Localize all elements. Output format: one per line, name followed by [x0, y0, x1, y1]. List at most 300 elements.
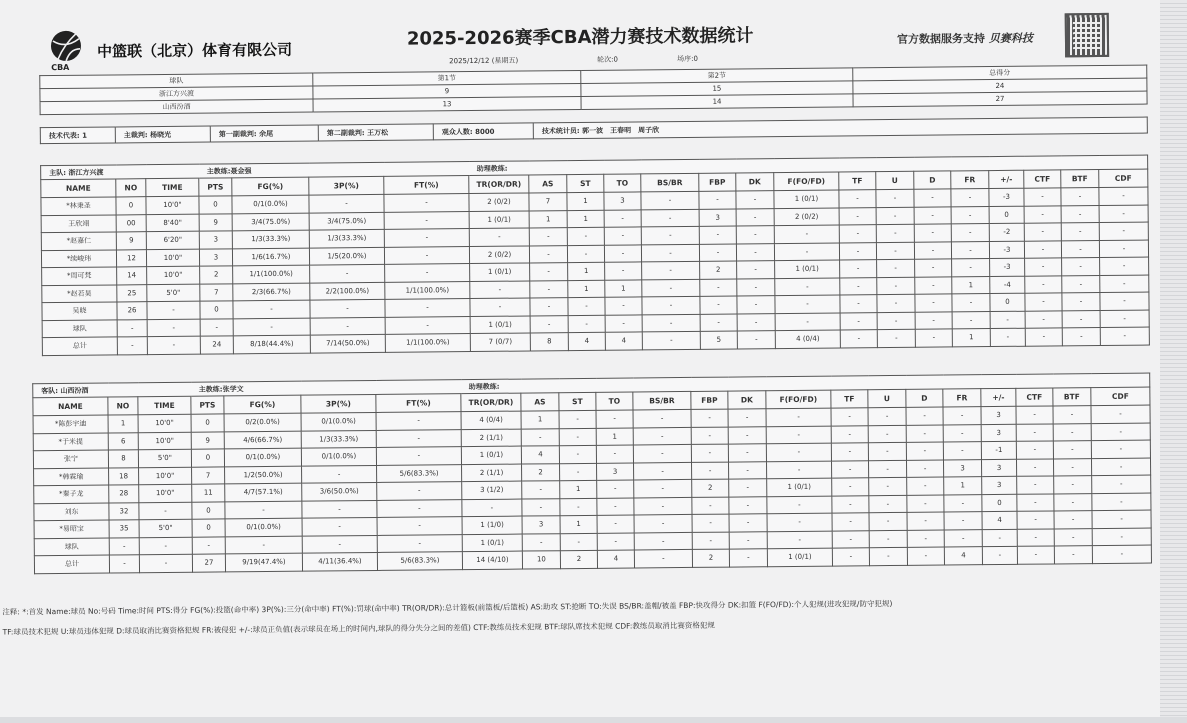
stat-cell: - — [1053, 458, 1091, 476]
stat-cell: - — [302, 535, 377, 553]
stat-cell: - — [233, 300, 310, 318]
stat-cell: 1 (0/1) — [774, 190, 839, 208]
stat-cell: - — [559, 445, 596, 463]
stat-cell: 1 — [567, 192, 604, 210]
stat-cell: - — [832, 530, 869, 548]
stat-cell: - — [109, 555, 139, 573]
stat-cell: - — [869, 477, 907, 495]
stat-cell: - — [1091, 423, 1150, 441]
official-cell: 观众人数: 8000 — [433, 123, 533, 140]
stat-cell: 1 (0/1) — [767, 478, 832, 496]
stat-cell: 7 (0/7) — [470, 333, 530, 351]
stat-cell: 2 (0/2) — [774, 208, 839, 226]
stat-cell: - — [560, 533, 597, 551]
column-header: NAME — [41, 179, 116, 198]
stat-cell: 0 — [116, 197, 146, 215]
stat-cell: - — [1100, 275, 1149, 293]
stat-cell: - — [831, 443, 868, 461]
score-cell: 浙江方兴渡 — [40, 86, 313, 102]
official-cell: 主裁判: 杨晓光 — [115, 126, 210, 143]
column-header: FR — [943, 389, 981, 407]
stat-cell: - — [529, 228, 567, 246]
column-header: D — [914, 171, 951, 189]
stat-cell: 1 — [529, 210, 567, 228]
player-name: 球队 — [34, 538, 109, 556]
stat-cell: - — [470, 280, 530, 298]
player-name: *于米提 — [33, 433, 108, 451]
stat-cell: - — [767, 496, 832, 514]
stat-cell: - — [692, 514, 729, 532]
stat-cell: 1 — [560, 515, 597, 533]
official-cell: 技术代表: 1 — [40, 127, 115, 144]
stat-cell: 1 — [952, 276, 990, 294]
stat-cell: - — [1100, 292, 1149, 310]
stat-cell: 10'0" — [147, 266, 200, 284]
stat-cell: - — [1091, 440, 1150, 458]
stat-cell: 4 — [605, 332, 642, 350]
stat-cell: 4/7(57.1%) — [225, 483, 302, 501]
stat-cell: - — [634, 514, 692, 532]
stat-cell: 2 — [692, 479, 729, 497]
stat-cell: 0/1(0.0%) — [301, 412, 376, 430]
footnote-line-2: TF:球员技术犯规 U:球员违体犯规 D:球员取消比赛资格犯规 FR:被侵犯 +/-:球员正负值(表示球员在场上的时间内,球队的得分失分之间的差值) CTF:教练员技术犯规 BTF:球队席技术犯规 CDF:教练员取消比赛资格犯规 — [2, 620, 715, 637]
stat-cell: - — [766, 426, 831, 444]
cba-logo-text: CBA — [51, 62, 70, 73]
away-team-stats-table — [32, 373, 1152, 574]
stat-cell: - — [869, 512, 907, 530]
score-cell: 9 — [313, 83, 581, 99]
stat-cell: 3/4(75.0%) — [309, 212, 384, 230]
stat-cell: - — [840, 330, 877, 348]
stat-cell: - — [384, 229, 469, 247]
column-header: FBP — [699, 173, 736, 191]
stat-cell: - — [915, 259, 952, 277]
stat-cell: - — [139, 554, 192, 572]
stat-cell: - — [774, 243, 839, 261]
stat-cell: - — [139, 537, 192, 555]
stat-cell: - — [840, 277, 877, 295]
stat-cell: - — [1054, 546, 1092, 564]
stat-cell: - — [692, 497, 729, 515]
stat-cell: 3 — [199, 248, 232, 266]
stat-cell: 2 — [700, 261, 737, 279]
game-date: 2025/12/12 (星期五) — [449, 56, 519, 66]
stat-cell: 3/6(50.0%) — [302, 482, 377, 500]
player-name: 张宁 — [33, 450, 108, 468]
stat-cell: - — [877, 294, 915, 312]
stat-cell: 1 (0/1) — [462, 534, 522, 552]
column-header: CDF — [1091, 387, 1150, 406]
stat-cell: - — [877, 312, 915, 330]
stat-cell: 4 — [597, 550, 634, 568]
stat-cell: 0/1(0.0%) — [301, 447, 376, 465]
stat-cell: - — [376, 429, 461, 447]
stat-cell: - — [944, 512, 982, 530]
stat-cell: - — [1025, 275, 1062, 293]
column-header: AS — [529, 175, 567, 193]
stat-cell: 5'0" — [138, 449, 191, 467]
stat-cell: 1 — [560, 480, 597, 498]
stat-cell: - — [832, 513, 869, 531]
stat-cell: - — [1024, 188, 1061, 206]
stat-cell: - — [596, 445, 633, 463]
stat-cell: - — [907, 512, 944, 530]
stat-cell: - — [310, 299, 385, 317]
stat-cell: - — [1016, 441, 1053, 459]
stat-cell: 1 — [108, 415, 138, 433]
stat-cell: - — [522, 533, 560, 551]
column-header: NO — [116, 179, 146, 197]
score-cell: 15 — [581, 81, 853, 97]
stat-cell: 1 (1/0) — [462, 516, 522, 534]
stat-cell: - — [728, 409, 766, 427]
column-header: F(FO/FD) — [774, 172, 839, 191]
stat-cell: 0 — [199, 196, 232, 214]
stat-cell: - — [1099, 187, 1148, 205]
stat-cell: - — [384, 194, 469, 212]
stat-cell: - — [990, 328, 1025, 346]
column-header: FR — [951, 171, 989, 189]
stat-cell: 10'0" — [139, 467, 192, 485]
stat-cell: 2 — [522, 463, 560, 481]
column-header: +/- — [981, 388, 1016, 406]
paper-stack-edge — [1160, 0, 1187, 717]
column-header: BTF — [1053, 388, 1091, 406]
stat-cell: - — [302, 500, 377, 518]
column-header: NAME — [33, 397, 108, 416]
stat-cell: - — [117, 337, 147, 355]
stat-cell: - — [1017, 546, 1054, 564]
stat-cell: 3 — [981, 406, 1016, 424]
stat-cell: - — [1024, 205, 1061, 223]
stat-cell: - — [914, 189, 951, 207]
stat-cell: 3 — [699, 208, 736, 226]
stat-cell: - — [633, 444, 691, 462]
stat-cell: - — [914, 206, 951, 224]
stat-cell: - — [1017, 528, 1054, 546]
stat-cell: - — [642, 261, 700, 279]
stat-cell: - — [309, 194, 384, 212]
column-header: TO — [596, 392, 633, 410]
stat-cell: - — [729, 531, 767, 549]
stat-cell: - — [737, 261, 775, 279]
stat-cell: 2/2(100.0%) — [310, 282, 385, 300]
stat-cell: - — [877, 259, 915, 277]
cba-logo-icon — [49, 29, 83, 63]
stat-cell: 4 — [944, 547, 982, 565]
home-team-stats-table — [40, 155, 1150, 356]
stat-cell: - — [233, 318, 310, 336]
stat-cell: 3 — [981, 424, 1016, 442]
stat-cell: - — [1062, 275, 1100, 293]
stat-cell: 27 — [192, 554, 225, 572]
stat-cell: - — [302, 517, 377, 535]
stat-cell: 24 — [200, 336, 233, 354]
stat-cell: - — [1099, 222, 1148, 240]
stat-cell: 2 (0/2) — [469, 245, 529, 263]
stat-cell: - — [876, 224, 914, 242]
stat-cell: - — [876, 189, 914, 207]
column-header: PTS — [199, 178, 232, 196]
stat-cell: - — [767, 513, 832, 531]
stat-cell: - — [1053, 423, 1091, 441]
stat-cell: - — [147, 319, 200, 337]
stat-cell: 8 — [108, 450, 138, 468]
stat-cell: 1 (0/1) — [461, 446, 521, 464]
stat-cell: - — [109, 537, 139, 555]
stat-cell: - — [907, 495, 944, 513]
stat-cell: - — [951, 241, 989, 259]
score-header-cell: 总得分 — [853, 65, 1147, 81]
stat-cell: - — [1061, 223, 1099, 241]
column-header: FT(%) — [384, 176, 469, 195]
stat-cell: - — [530, 263, 568, 281]
stat-cell: - — [377, 517, 462, 535]
stat-cell: 1/1(100.0%) — [385, 334, 470, 352]
stat-cell: - — [692, 532, 729, 550]
stat-cell: - — [736, 208, 774, 226]
stat-cell: - — [642, 296, 700, 314]
stat-cell: 5'0" — [147, 284, 200, 302]
stat-cell: - — [1092, 528, 1151, 546]
stat-cell: - — [642, 331, 700, 349]
stat-cell: - — [1091, 405, 1150, 423]
stat-cell: - — [906, 425, 943, 443]
column-header: PTS — [191, 396, 224, 414]
stat-cell: - — [1061, 188, 1099, 206]
stat-cell: - — [868, 442, 906, 460]
stat-cell: - — [728, 426, 766, 444]
stat-cell: 0 — [191, 449, 224, 467]
stat-cell: 8 — [530, 333, 568, 351]
stat-cell: 1 — [568, 262, 605, 280]
player-name: 刘东 — [34, 503, 109, 521]
stat-cell: 2 — [560, 550, 597, 568]
stat-cell: - — [915, 329, 952, 347]
stat-cell: 3 — [943, 459, 981, 477]
stat-cell: - — [915, 294, 952, 312]
column-header: FBP — [691, 391, 728, 409]
sponsor-name: 贝赛科技 — [988, 31, 1033, 46]
stat-cell: 14 (4/10) — [462, 551, 522, 569]
team-name: 客队: 山西汾酒 — [33, 382, 191, 398]
stat-cell: - — [1016, 423, 1053, 441]
column-header: ST — [567, 174, 604, 192]
stat-cell: - — [597, 480, 634, 498]
stat-cell: - — [530, 298, 568, 316]
stat-cell: - — [1054, 511, 1092, 529]
stat-cell: 9 — [199, 213, 232, 231]
stat-cell: -4 — [990, 276, 1025, 294]
stat-cell: - — [633, 409, 691, 427]
stat-cell: - — [839, 207, 876, 225]
stat-cell: 1/1(100.0%) — [233, 265, 310, 283]
stat-cell: 1 — [596, 427, 633, 445]
stat-cell: - — [1061, 205, 1099, 223]
stat-cell: - — [699, 191, 736, 209]
stat-cell: - — [737, 313, 775, 331]
stat-cell: 10'0" — [138, 432, 191, 450]
stat-cell: - — [944, 494, 982, 512]
stat-cell: - — [943, 407, 981, 425]
stat-cell: - — [766, 408, 831, 426]
team-name: 主队: 浙江方兴渡 — [41, 164, 199, 180]
stat-cell: 10'0" — [139, 484, 192, 502]
stat-cell: - — [869, 547, 907, 565]
stat-cell: - — [832, 548, 869, 566]
stat-cell: 1 — [567, 210, 604, 228]
stat-cell: - — [729, 496, 767, 514]
column-header: FT(%) — [376, 394, 461, 413]
stat-cell: 3 — [522, 516, 560, 534]
stat-cell: 4 — [568, 332, 605, 350]
stat-cell: 26 — [117, 302, 147, 320]
stat-cell: - — [906, 460, 943, 478]
stat-cell: - — [1025, 293, 1062, 311]
stat-cell: - — [1025, 328, 1062, 346]
stat-cell: - — [1017, 493, 1054, 511]
stat-cell: - — [737, 331, 775, 349]
stat-cell: - — [737, 278, 775, 296]
stat-cell: 8'40" — [146, 214, 199, 232]
column-header: TR(OR/DR) — [461, 393, 521, 412]
stat-cell: 3 — [199, 231, 232, 249]
score-header-cell: 第2节 — [581, 68, 853, 84]
stat-cell: 1/2(50.0%) — [225, 466, 302, 484]
stat-cell: - — [605, 262, 642, 280]
stat-cell: - — [943, 442, 981, 460]
stat-cell: - — [736, 191, 774, 209]
stat-cell: 5'0" — [139, 519, 192, 537]
stat-cell: - — [1024, 223, 1061, 241]
stat-cell: - — [951, 189, 989, 207]
stat-cell: - — [225, 501, 302, 519]
stat-cell: - — [1092, 510, 1151, 528]
stat-cell: 1/3(33.3%) — [232, 230, 309, 248]
column-header: TIME — [146, 178, 199, 197]
stat-cell: - — [1024, 240, 1061, 258]
stat-cell: - — [560, 463, 597, 481]
stat-cell: - — [952, 294, 990, 312]
stat-cell: - — [766, 461, 831, 479]
stat-cell: 9 — [191, 431, 224, 449]
stat-cell: 1 — [952, 329, 990, 347]
stat-cell: - — [597, 515, 634, 533]
stat-cell: 1 — [944, 477, 982, 495]
stat-cell: - — [915, 276, 952, 294]
stat-cell: - — [568, 297, 605, 315]
stat-cell: - — [642, 314, 700, 332]
stat-cell: - — [633, 427, 691, 445]
stat-cell: - — [634, 549, 692, 567]
stat-cell: - — [775, 313, 840, 331]
stat-cell: - — [567, 245, 604, 263]
stat-cell: 7 — [529, 193, 567, 211]
player-name: 球队 — [42, 319, 117, 337]
stat-cell: 0/1(0.0%) — [224, 448, 301, 466]
stat-cell: 1 — [521, 411, 559, 429]
stat-cell: - — [377, 482, 462, 500]
column-header: D — [906, 389, 943, 407]
stat-cell: - — [736, 226, 774, 244]
stat-cell: 1/1(100.0%) — [385, 281, 470, 299]
stat-cell: - — [691, 444, 728, 462]
stat-cell: - — [831, 460, 868, 478]
stat-cell: - — [1062, 310, 1100, 328]
stat-cell: - — [951, 224, 989, 242]
stat-cell: - — [1100, 310, 1149, 328]
column-header: CTF — [1024, 170, 1061, 188]
stat-cell: - — [641, 191, 699, 209]
stat-cell: - — [1062, 328, 1100, 346]
stat-cell: - — [139, 502, 192, 520]
stat-cell: 6 — [108, 432, 138, 450]
stat-cell: 0 — [191, 414, 224, 432]
player-name: *周可梵 — [42, 267, 117, 285]
stat-cell: 1 (0/1) — [470, 263, 530, 281]
player-name: *秦子龙 — [34, 485, 109, 503]
stat-cell: - — [1017, 476, 1054, 494]
round-number: 轮次:0 — [597, 55, 618, 64]
stat-cell: - — [943, 424, 981, 442]
stat-cell: 1/3(33.3%) — [309, 229, 384, 247]
stat-cell: 1 (0/1) — [470, 315, 530, 333]
column-header: TO — [604, 174, 641, 192]
official-cell: 技术统计员: 郭一波 王春明 周子欣 — [533, 117, 1147, 139]
stat-cell: 5/6(83.3%) — [377, 552, 462, 570]
data-sponsor — [897, 30, 1033, 47]
column-header: U — [868, 389, 906, 407]
player-name: *赵若昊 — [42, 284, 117, 302]
stat-cell: - — [775, 295, 840, 313]
column-header: AS — [521, 393, 559, 411]
stat-cell: - — [1025, 310, 1062, 328]
stat-cell: 4 — [521, 446, 559, 464]
stat-cell: - — [529, 245, 567, 263]
player-name: *陈彭宇迪 — [33, 415, 108, 433]
stat-cell: - — [1100, 257, 1149, 275]
stat-cell: - — [729, 479, 767, 497]
stat-cell: - — [699, 226, 736, 244]
stat-cell: - — [1091, 458, 1150, 476]
stat-cell: - — [906, 442, 943, 460]
stat-cell: 2 — [200, 266, 233, 284]
stat-cell: - — [1092, 475, 1151, 493]
stat-cell: 9/19(47.4%) — [225, 553, 302, 571]
stat-cell: - — [700, 296, 737, 314]
stat-cell: - — [567, 227, 604, 245]
stat-cell: 0/2(0.0%) — [224, 413, 301, 431]
stat-cell: - — [147, 336, 200, 354]
stat-cell: 2 (1/1) — [461, 429, 521, 447]
stat-cell: 1 — [568, 280, 605, 298]
stat-cell: 2/3(66.7%) — [233, 283, 310, 301]
stat-cell: - — [522, 481, 560, 499]
stat-cell: - — [192, 536, 225, 554]
stat-cell: 3 (1/2) — [462, 481, 522, 499]
stat-cell: 7/14(50.0%) — [310, 334, 385, 352]
score-cell: 24 — [853, 78, 1147, 94]
stat-cell: - — [604, 244, 641, 262]
stat-cell: - — [840, 260, 877, 278]
stat-cell: 5 — [700, 331, 737, 349]
stat-cell: 10'0" — [146, 196, 199, 214]
column-header: U — [876, 171, 914, 189]
stat-cell: 8/18(44.4%) — [233, 335, 310, 353]
stat-cell: - — [877, 329, 915, 347]
stat-cell: -3 — [989, 188, 1024, 206]
player-name: *赵嘉仁 — [41, 232, 116, 250]
